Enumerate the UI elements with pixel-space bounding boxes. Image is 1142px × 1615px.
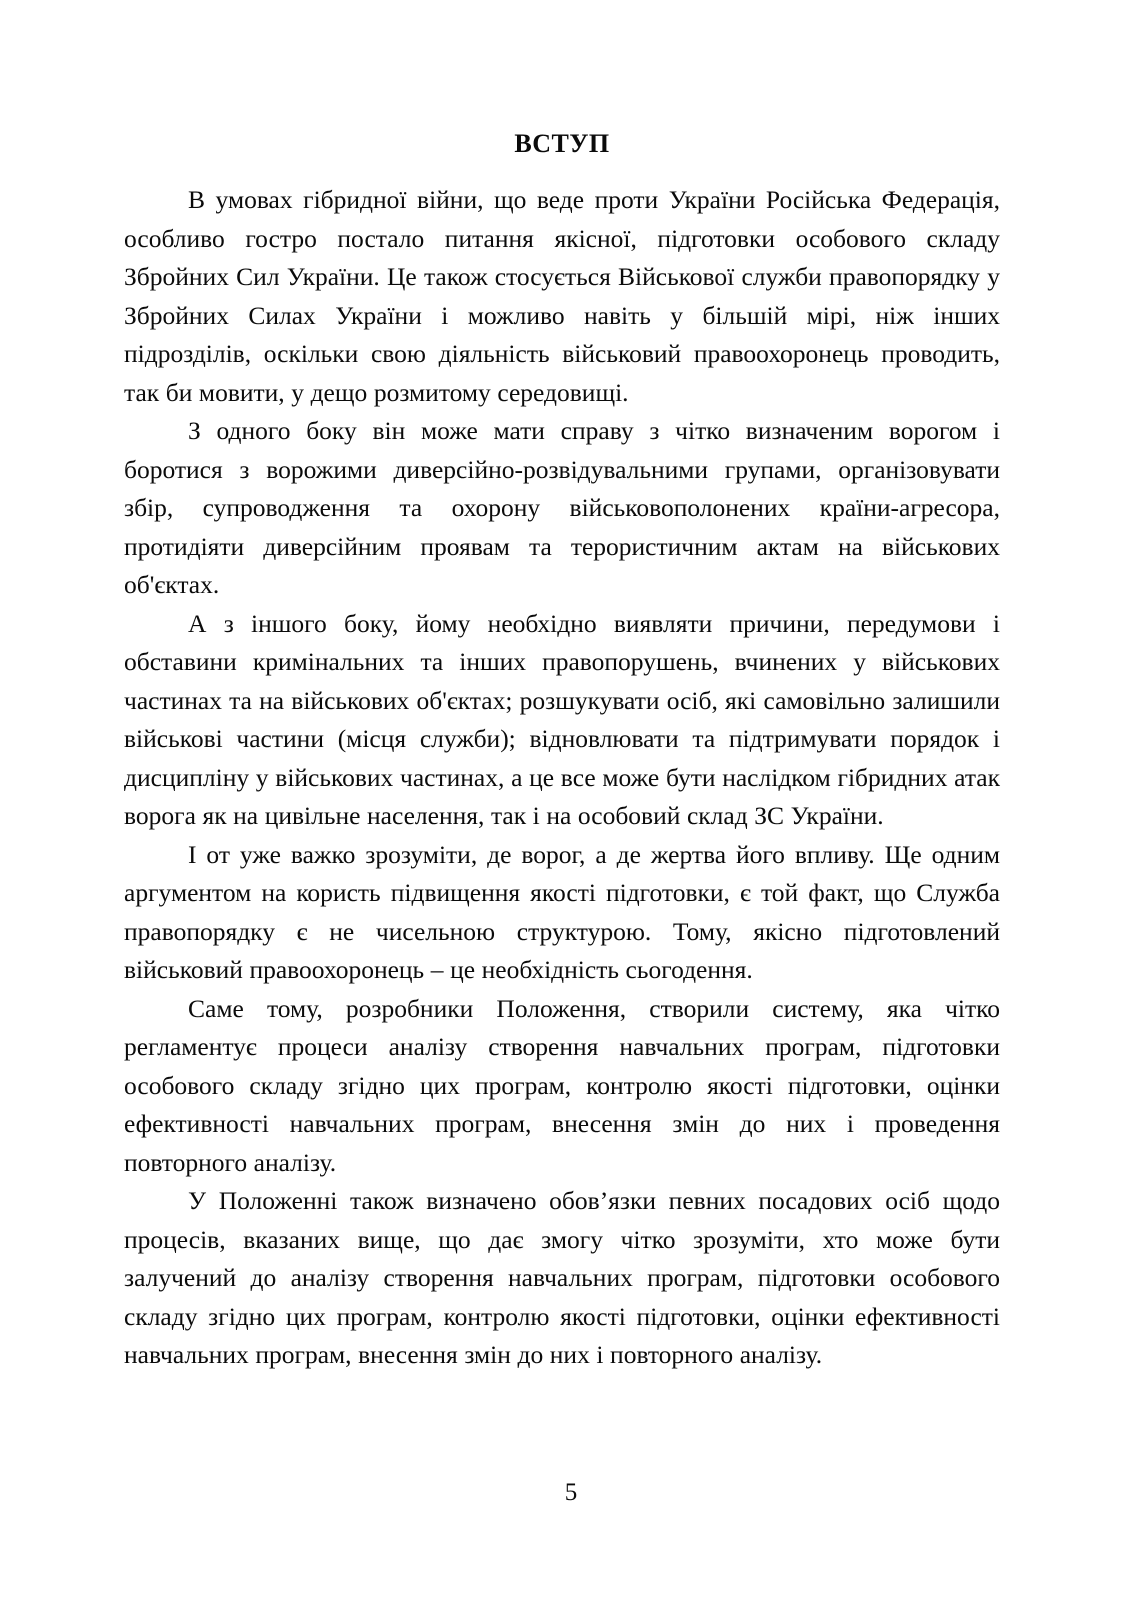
- body-paragraph-1: В умовах гібридної війни, що веде проти України Російська Федерація, особливо гостро постало питання якісної, підготовки особового складу Збройних Сил України. Це також стосується Військової служби правопорядку у Збройних Силах України і можливо навіть у більшій мірі, ніж інших підрозділів, оскільки свою діяльність військовий правоохоронець проводить, так би мовити, у дещо розмитому середовищі.: [124, 185, 1000, 407]
- page-content: [124, 128, 1000, 1375]
- body-paragraph-3: А з іншого боку, йому необхідно виявляти причини, передумови і обставини кримінальних та інших правопорушень, вчинених у військових частинах та на військових об'єктах; розшукувати осіб, які самовільно залишили військові частини (місця служби); відновлювати та підтримувати порядок і дисципліну у військових частинах, а це все може бути наслідком гібридних атак ворога як на цивільне населення, так і на особовий склад ЗС України.: [124, 608, 1000, 831]
- body-paragraph-2: З одного боку він може мати справу з чітко визначеним ворогом і боротися з ворожими диверсійно-розвідувальними групами, організовувати збір, супроводження та охорону військовополонених країни-агресора, протидіяти диверсійним проявам та терористичним актам на військових об'єктах.: [124, 416, 1000, 600]
- body-paragraph-4: І от уже важко зрозуміти, де ворог, а де жертва його впливу. Ще одним аргументом на користь підвищення якості підготовки, є той факт, що Служба правопорядку є не чисельною структурою. Тому, якісно підготовлений військовий правоохоронець – це необхідність сьогодення.: [124, 839, 1000, 985]
- page-title: ВСТУП: [514, 129, 610, 158]
- page-number: 5: [564, 1479, 578, 1506]
- body-paragraph-5: Саме тому, розробники Положення, створили систему, яка чітко регламентує процеси аналізу створення навчальних програм, підготовки особового складу згідно цих програм, контролю якості підготовки, оцінки ефективності навчальних програм, внесення змін до них і проведення повторного аналізу.: [124, 993, 1000, 1177]
- body-paragraph-6: У Положенні також визначено обов’язки певних посадових осіб щодо процесів, вказаних вище, що дає змогу чітко зрозуміти, хто може бути залучений до аналізу створення навчальних програм, підготовки особового складу згідно цих програм, контролю якості підготовки, оцінки ефективності навчальних програм, внесення змін до них і повторного аналізу.: [124, 1186, 1000, 1370]
